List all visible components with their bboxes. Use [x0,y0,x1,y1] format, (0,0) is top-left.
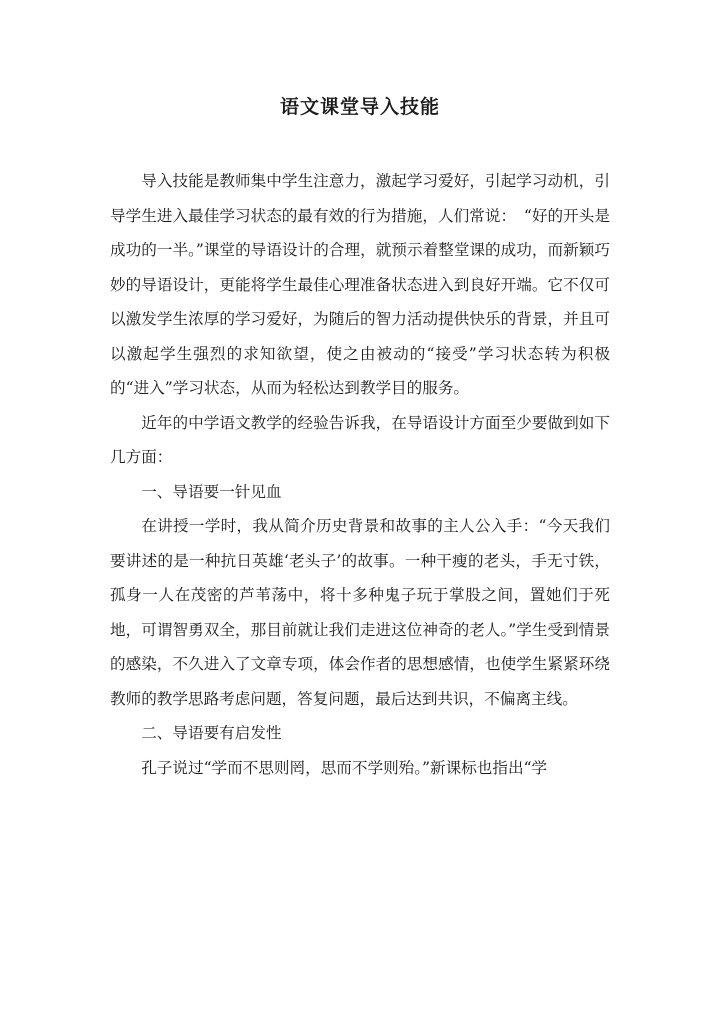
section-heading-1: 一、导语要一针见血 [141,482,282,501]
section-2-paragraph: 孔子说过“学而不思则罔，思而不学则殆。”新课标也指出“学 [141,758,548,777]
intro-paragraph: 导入技能是教师集中学生注意力，激起学习爱好，引起学习动机，引导学生进入最佳学习状态的最有效的行为措施，人们常说： “好的开头是成功的一半。”课堂的导语设计的合理，就预示着整堂课的成功，而新颖巧妙的导语设计，更能将学生最佳心理准备状态进入到良好开端。它不仅可以激发学生浓厚的学习爱好，为随后的智力活动提供快乐的背景，并且可以激起学生强烈的求知欲望，使之由被动的“接受”学习状态转为积极的“进入”学习状态，从而为轻松达到教学目的服务。 [110,172,610,397]
section-heading-2: 二、导语要有启发性 [141,724,282,742]
document-title: 语文课堂导入技能 [279,96,440,118]
experience-paragraph: 近年的中学语文教学的经验告诉我，在导语设计方面至少要做到如下几方面： [110,413,610,466]
section-1-paragraph: 在讲授一学时，我从简介历史背景和故事的主人公入手：“今天我们要讲述的是一种抗日英雄‘老头子’的故事。一种干瘦的老头，手无寸铁，孤身一人在茂密的芦苇荡中，将十多种鬼子玩于掌股之间，置她们于死地，可谓智勇双全，那目前就让我们走进这位神奇的老人。”学生受到情景的感染，不久进入了文章专项，体会作者的思想感情，也使学生紧紧环绕教师的教学思路考虑问题，答复问题，最后达到共识，不偏离主线。 [110,517,610,708]
document-body [110,164,610,785]
